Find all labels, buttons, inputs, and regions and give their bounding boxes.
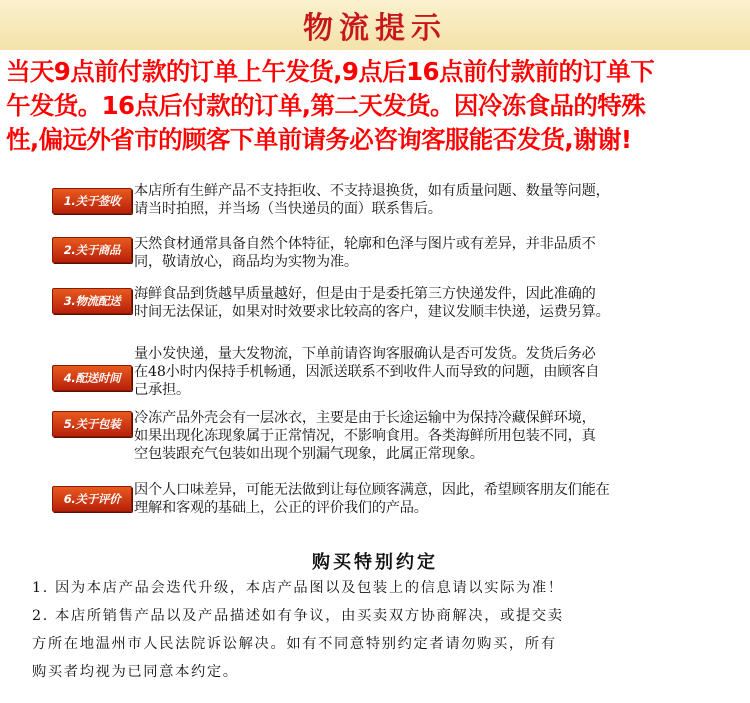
item-description <box>134 182 742 218</box>
desc-line: 同，敬请放心，商品均为实物为准。 <box>134 254 358 270</box>
item-badge: 4.配送时间 <box>52 365 132 391</box>
item-description <box>134 345 742 399</box>
desc-line: 天然食材通常具备自然个体特征，轮廓和色泽与图片或有差异，并非品质不 <box>134 236 596 252</box>
item-badge: 6.关于评价 <box>52 486 132 512</box>
desc-line: 本店所有生鲜产品不支持拒收、不支持退换货，如有质量问题、数量等问题， <box>134 183 610 199</box>
terms-line: 1. 因为本店产品会迭代升级，本店产品图以及包装上的信息请以实际为准！ <box>32 580 564 596</box>
item-badge: 3.物流配送 <box>52 288 132 314</box>
terms-line: 方所在地温州市人民法院诉讼解决。如有不同意特别约定者请勿购买，所有 <box>32 636 557 652</box>
item-badge: 2.关于商品 <box>52 237 132 263</box>
terms-line: 2. 本店所销售产品以及产品描述如有争议，由买卖双方协商解决，或提交卖 <box>32 608 564 624</box>
terms-list <box>32 574 744 686</box>
desc-line: 冷冻产品外壳会有一层冰衣，主要是由于长途运输中为保持冷藏保鲜环境， <box>134 410 596 426</box>
shipping-notice <box>6 55 746 157</box>
item-description <box>134 285 742 321</box>
desc-line: 空包装跟充气包装如出现个别漏气现象，此属正常现象。 <box>134 446 484 462</box>
desc-line: 己承担。 <box>134 382 190 398</box>
item-badge: 5.关于包装 <box>52 411 132 437</box>
desc-line: 如果出现化冻现象属于正常情况，不影响食用。各类海鲜所用包装不同，真 <box>134 428 596 444</box>
desc-line: 海鲜食品到货越早质量越好，但是由于是委托第三方快递发件，因此准确的 <box>134 286 596 302</box>
item-description <box>134 235 742 271</box>
terms-line: 购买者均视为已同意本约定。 <box>32 664 239 680</box>
desc-line: 因个人口味差异，可能无法做到让每位顾客满意，因此，希望顾客朋友们能在 <box>134 482 610 498</box>
item-description <box>134 481 742 517</box>
desc-line: 时间无法保证，如果对时效要求比较高的客户，建议发顺丰快递，运费另算。 <box>134 304 610 320</box>
terms-title: 购买特别约定 <box>312 552 438 573</box>
item-description <box>134 409 742 463</box>
page-title: 物流提示 <box>303 11 447 46</box>
title-banner <box>0 0 750 50</box>
notice-line: 当天9点前付款的订单上午发货,9点后16点前付款前的订单下 <box>6 57 655 86</box>
desc-line: 在48小时内保持手机畅通，因派送联系不到收件人而导致的问题，由顾客自 <box>134 364 600 380</box>
desc-line: 请当时拍照，并当场（当快递员的面）联系售后。 <box>134 201 442 217</box>
item-badge: 1.关于签收 <box>52 188 132 214</box>
desc-line: 量小发快递，量大发物流，下单前请咨询客服确认是否可发货。发货后务必 <box>134 346 596 362</box>
desc-line: 理解和客观的基础上，公正的评价我们的产品。 <box>134 500 428 516</box>
notice-line: 性,偏远外省市的顾客下单前请务必咨询客服能否发货,谢谢! <box>6 125 632 154</box>
notice-line: 午发货。16点后付款的订单,第二天发货。因冷冻食品的特殊 <box>6 91 646 120</box>
